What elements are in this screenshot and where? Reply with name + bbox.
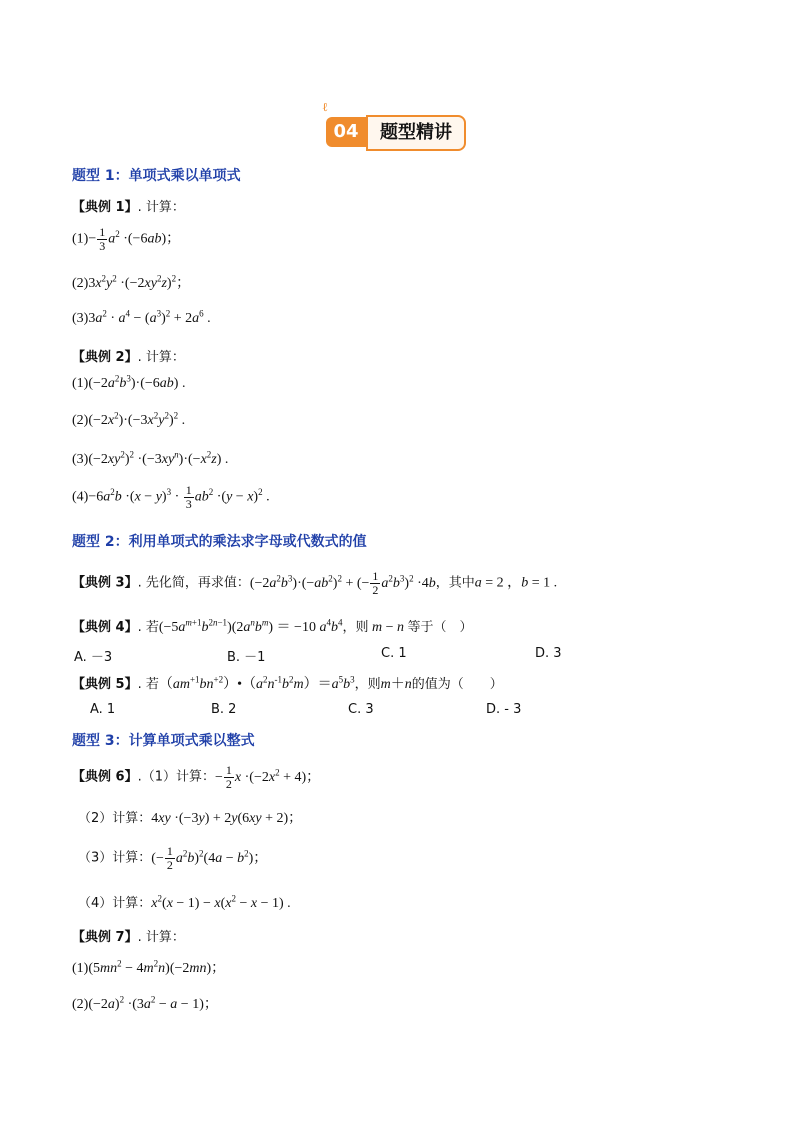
example-1-label: 【典例 1】 [72, 200, 138, 215]
example-4-option-b: B. －1 [227, 650, 266, 665]
example-3-intro: . 先化简，再求值： [137, 575, 250, 591]
example-4: 【典例 4】. 若$(-5a^{m+1}b^{2n-1})(2a^nb^m) = -10$ $a^4b^4$，则 m − n 等于（ ） [72, 617, 473, 635]
example-5: 【典例 5】. 若$(am^{+1}bn^{+2})•(a^2n^{-1}b^2m)=a^5b^3$，则m＋n的值为（ ） [72, 674, 503, 692]
example-5-option-d: D. - 3 [486, 702, 522, 717]
example-4-option-a: A. －3 [74, 650, 113, 665]
example-6-1-instruction: 计算： [175, 769, 215, 785]
example-5-if: . 若 [137, 677, 159, 692]
example-7-header [72, 926, 185, 945]
banner-title: 题型精讲 [366, 115, 466, 151]
example-6-4-instruction: 计算： [112, 896, 152, 911]
problem-1-1: (1)− $\frac{1}{3}$ $a^2 \cdot(-6ab)$； [72, 225, 181, 253]
example-6-2-instruction: 计算： [112, 811, 152, 826]
example-5-option-a: A. 1 [90, 702, 116, 717]
example-7-instruction: . 计算： [137, 930, 185, 945]
example-5-then: ，则 [354, 677, 381, 692]
example-5-label: 【典例 5】 [72, 677, 138, 692]
section-banner [322, 100, 470, 152]
problem-2-3: $(3)(-2xy^2)^2 \cdot(-3xy^n)\cdot(-x^2z)$ . [72, 449, 229, 467]
example-6-label: 【典例 6】 [72, 769, 138, 785]
example-4-option-d: D. 3 [535, 646, 562, 661]
example-5-option-c: C. 3 [348, 702, 374, 717]
example-6-3-instruction: 计算： [112, 850, 152, 866]
example-6-part-3: （3）计算：(− $\frac{1}{2}$ $a^2b)^2(4a - b^2)$； [78, 844, 268, 872]
example-5-option-b: B. 2 [211, 702, 237, 717]
example-4-question: 等于（ ） [407, 620, 473, 635]
example-2-label: 【典例 2】 [72, 350, 138, 365]
section-3-title: 题型 3：计算单项式乘以整式 [72, 733, 255, 749]
problem-7-1: $(1)(5mn^2 - 4m^2n)(-2mn)$； [72, 958, 226, 976]
example-3: 【典例 3】. 先化简，再求值：$(-2a^2b^3)\cdot(-ab^2)^2$ + (− $\frac{1}{2}$ $a^2b^3)^2 \cdot 4b$，其中a = 2 ，b = 1 . [72, 569, 558, 597]
example-4-if: . 若 [137, 620, 159, 635]
problem-2-4: $(4)-6a^2b \cdot(x - y)^3$ · $\frac{1}{3}$ $ab^2 \cdot(y - x)^2$ . [72, 483, 270, 511]
problem-1-2: $(2)3x^2y^2 \cdot(-2xy^2z)^2$； [72, 273, 191, 291]
paperclip-icon: ℓ [322, 100, 328, 114]
banner-number: 04 [326, 117, 366, 147]
example-7-label: 【典例 7】 [72, 930, 138, 945]
example-4-then: ，则 [342, 620, 369, 635]
problem-2-1: $(1)(-2a^2b^3)\cdot(-6ab)$ . [72, 373, 186, 391]
example-6-part-2: （2）计算：4xy ·(−3y) + 2y(6xy + 2)； [78, 811, 303, 826]
problem-2-2: $(2)(-2x^2)\cdot(-3x^2y^2)^2$ . [72, 410, 186, 428]
example-1-header [72, 196, 185, 215]
example-1-instruction: . 计算： [137, 200, 185, 215]
example-6-part-1: 【典例 6】.（1）计算：− $\frac{1}{2}$ $x \cdot(-2x^2 + 4)$； [72, 763, 321, 791]
example-3-where: ，其中 [435, 575, 475, 591]
section-1-title: 题型 1：单项式乘以单项式 [72, 168, 241, 184]
example-6-part-4: （4）计算：$x^2(x - 1) - x(x^2 - x - 1)$ . [78, 893, 291, 911]
example-5-question: 的值为（ ） [411, 677, 503, 692]
example-2-header [72, 346, 185, 365]
example-4-label: 【典例 4】 [72, 620, 138, 635]
problem-1-3: $(3)3a^2 \cdot a^4 - (a^3)^2 + 2a^6$ . [72, 308, 211, 326]
example-2-instruction: . 计算： [137, 350, 185, 365]
section-2-title: 题型 2：利用单项式的乘法求字母或代数式的值 [72, 534, 367, 550]
example-3-label: 【典例 3】 [72, 575, 138, 591]
problem-7-2: $(2)(-2a)^2 \cdot(3a^2 - a - 1)$； [72, 994, 218, 1012]
example-4-option-c: C. 1 [381, 646, 407, 661]
